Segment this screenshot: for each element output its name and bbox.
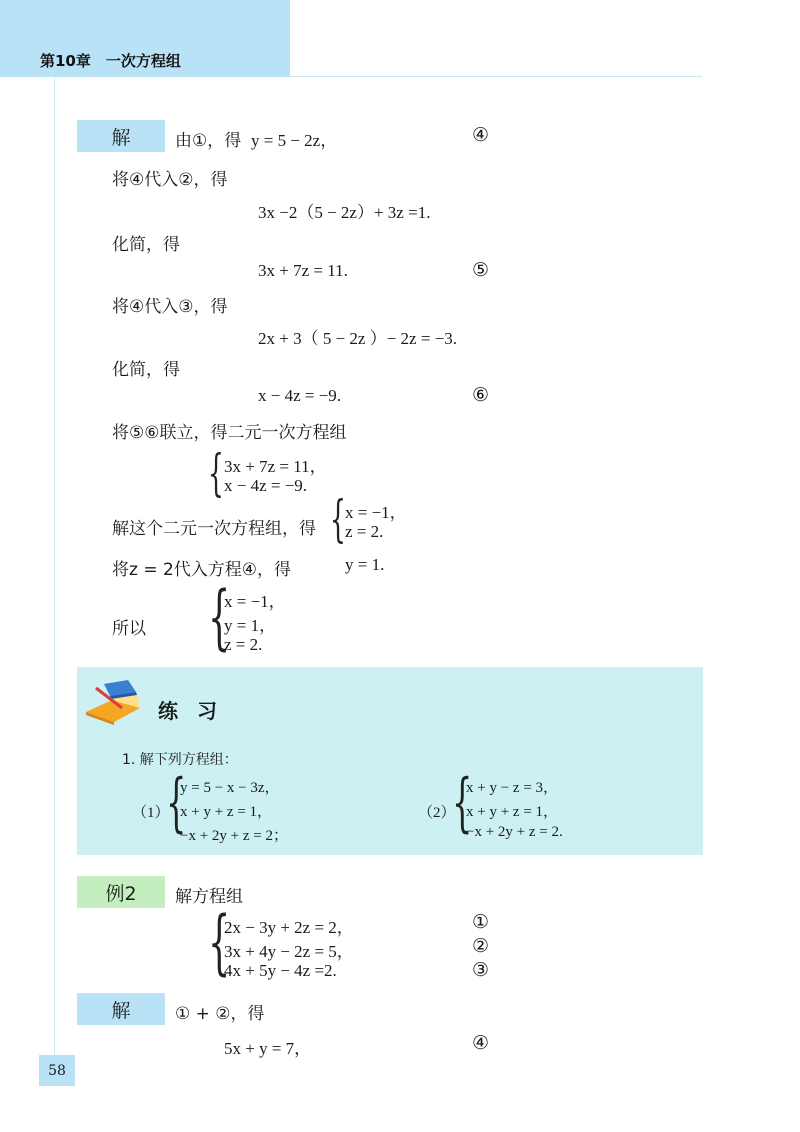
- system-equation: 4x + 5y − 4z =2.: [224, 961, 337, 980]
- equation: 3x −2（5 − 2z）+ 3z =1.: [258, 203, 431, 222]
- solution-step-text: 化简，得: [112, 235, 180, 255]
- practice-part-label: （1）: [132, 805, 170, 821]
- system-equation: y = 1，: [224, 616, 277, 635]
- solution-step-text: 将z = 2代入方程④，得: [112, 560, 292, 580]
- equation: y = 1.: [345, 555, 385, 574]
- system-equation: z = 2.: [345, 522, 384, 541]
- practice-title: 练 习: [158, 699, 223, 723]
- equation: 5x + y = 7，: [224, 1039, 312, 1058]
- system-equation: 2x − 3y + 2z = 2，: [224, 918, 354, 937]
- equation: y = 5 − 2z，: [251, 131, 338, 150]
- solution-step-text: 将⑤⑥联立，得二元一次方程组: [112, 423, 347, 443]
- solution-step-text: 所以: [112, 619, 146, 639]
- brace: {: [208, 901, 231, 983]
- solution-label: 解: [77, 120, 165, 152]
- brace: {: [166, 766, 187, 840]
- system-equation: x = −1，: [345, 503, 407, 522]
- page-number: 58: [39, 1055, 75, 1086]
- equation-tag: ②: [472, 935, 490, 957]
- practice-equation: −x + 2y + z = 2；: [180, 828, 288, 844]
- solution-step-text: 将④代入③，得: [112, 297, 228, 317]
- solution-step-text: ① + ②，得: [175, 1004, 265, 1024]
- header-rule: [290, 76, 702, 77]
- left-margin-rule: [54, 77, 55, 1057]
- solution-label: 解: [77, 993, 165, 1025]
- equation: x − 4z = −9.: [258, 386, 342, 405]
- equation-tag: ⑥: [472, 384, 490, 406]
- solution-step-text: 化简，得: [112, 360, 180, 380]
- equation-tag: ③: [472, 959, 490, 981]
- system-equation: 3x + 4y − 2z = 5，: [224, 942, 354, 961]
- practice-equation: x + y + z = 1，: [466, 804, 559, 820]
- equation-tag: ④: [472, 124, 490, 146]
- system-equation: x = −1，: [224, 592, 286, 611]
- solution-step-text: 由①，得: [175, 131, 242, 151]
- equation-tag: ④: [472, 1032, 490, 1054]
- practice-equation: −x + 2y + z = 2.: [466, 824, 563, 840]
- practice-equation: x + y − z = 3，: [466, 780, 559, 796]
- practice-equation: y = 5 − x − 3z，: [180, 780, 280, 796]
- practice-item: 1. 解下列方程组：: [122, 752, 238, 768]
- equation: 2x + 3（ 5 − 2z ）− 2z = −3.: [258, 329, 458, 348]
- system-equation: z = 2.: [224, 635, 263, 654]
- example-label: 例2: [77, 876, 165, 908]
- equation-tag: ①: [472, 911, 490, 933]
- chapter-title: 第10章 一次方程组: [40, 52, 181, 70]
- brace: {: [330, 490, 346, 548]
- brace: {: [208, 576, 231, 658]
- solution-step-text: 将④代入②，得: [112, 170, 228, 190]
- system-equation: x − 4z = −9.: [224, 476, 308, 495]
- equation: 3x + 7z = 11.: [258, 261, 348, 280]
- example-title: 解方程组: [175, 887, 243, 907]
- book-pencil-icon: [82, 678, 148, 726]
- system-equation: 3x + 7z = 11，: [224, 457, 327, 476]
- brace: {: [452, 766, 473, 840]
- equation-tag: ⑤: [472, 259, 490, 281]
- practice-part-label: （2）: [418, 805, 456, 821]
- solution-step-text: 解这个二元一次方程组，得: [112, 519, 316, 539]
- practice-equation: x + y + z = 1，: [180, 804, 273, 820]
- brace: {: [208, 444, 224, 502]
